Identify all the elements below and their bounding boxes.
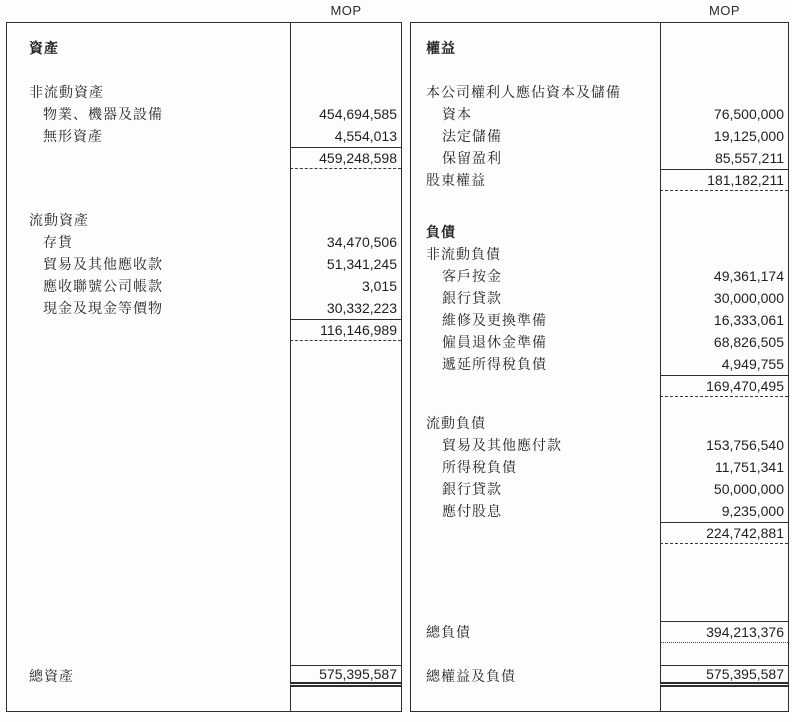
row-amount: 4,554,013 [290, 125, 401, 147]
row-label [411, 544, 660, 621]
assets-header-row [7, 37, 401, 59]
legal-reserve-row [411, 125, 788, 147]
row-label: 法定儲備 [442, 128, 502, 144]
currency-header-left: MOP [330, 3, 362, 18]
row-amount: 11,751,341 [660, 456, 788, 478]
row-amount: 169,470,495 [660, 375, 788, 397]
row-amount: 4,949,755 [660, 353, 788, 375]
row-label: 貿易及其他應付款 [442, 437, 562, 453]
assets-panel [6, 22, 402, 712]
row-amount: 116,146,989 [290, 319, 401, 341]
intangible-assets-row [7, 125, 401, 147]
row-amount: 224,742,881 [660, 522, 788, 544]
row-amount: 30,000,000 [660, 287, 788, 309]
row-amount [660, 243, 788, 265]
row-amount: 153,756,540 [660, 434, 788, 456]
trade-other-receivables-row [7, 253, 401, 275]
row-label [411, 522, 660, 544]
bank-loans-non-current-row [411, 287, 788, 309]
row-amount [660, 23, 788, 37]
row-label: 銀行貸款 [442, 481, 502, 497]
row-label [7, 59, 290, 81]
row-label: 應付股息 [442, 503, 502, 519]
row-amount [290, 37, 401, 59]
row-label [7, 169, 290, 209]
due-from-affiliated-companies-row [7, 275, 401, 297]
row-amount: 575,395,587 [290, 665, 401, 687]
spacer-row [411, 191, 788, 221]
row-amount [660, 544, 788, 621]
row-amount: 454,694,585 [290, 103, 401, 125]
row-amount: 19,125,000 [660, 125, 788, 147]
row-label [411, 59, 660, 81]
row-amount: 51,341,245 [290, 253, 401, 275]
row-amount [290, 209, 401, 231]
row-amount [660, 37, 788, 59]
total-equity-liabilities-row [411, 665, 788, 687]
row-amount [290, 687, 401, 711]
row-label: 總資產 [29, 668, 74, 684]
row-label: 存貨 [43, 234, 73, 250]
repair-replacement-provision-row [411, 309, 788, 331]
row-label: 物業、機器及設備 [43, 106, 163, 122]
capital-row [411, 103, 788, 125]
row-amount: 3,015 [290, 275, 401, 297]
row-amount [660, 81, 788, 103]
row-label: 總負債 [426, 624, 471, 640]
row-label [411, 191, 660, 221]
row-label [7, 341, 290, 665]
spacer-row [411, 59, 788, 81]
row-label: 無形資產 [43, 128, 103, 144]
equity-header-row [411, 37, 788, 59]
row-amount: 16,333,061 [660, 309, 788, 331]
row-label [411, 23, 660, 37]
bank-loans-current-row [411, 478, 788, 500]
row-amount: 34,470,506 [290, 231, 401, 253]
row-amount [660, 643, 788, 665]
row-label: 非流動資產 [29, 84, 104, 100]
deferred-income-tax-liabilities-row [411, 353, 788, 375]
currency-header-right: MOP [708, 3, 741, 18]
row-label [7, 687, 290, 711]
row-label: 權益 [426, 40, 456, 56]
dividends-payable-row [411, 500, 788, 522]
row-label: 總權益及負債 [426, 668, 516, 684]
liabilities-header-row [411, 221, 788, 243]
row-label: 銀行貸款 [442, 290, 502, 306]
spacer-row [411, 687, 788, 711]
row-label: 流動負債 [426, 415, 486, 431]
row-label: 股東權益 [426, 172, 486, 188]
non-current-liabilities-total-row [411, 375, 788, 397]
row-label: 所得稅負債 [442, 459, 517, 475]
trade-other-payables-row [411, 434, 788, 456]
equity-liabilities-panel [410, 22, 789, 712]
row-label: 資產 [29, 40, 59, 56]
row-label: 僱員退休金準備 [442, 334, 547, 350]
property-plant-equipment-row [7, 103, 401, 125]
row-label: 非流動負債 [426, 246, 501, 262]
row-label: 保留盈利 [442, 150, 502, 166]
row-amount [290, 81, 401, 103]
row-label: 負債 [426, 224, 456, 240]
row-label: 貿易及其他應收款 [43, 256, 163, 272]
total-assets-row [7, 665, 401, 687]
row-amount: 68,826,505 [660, 331, 788, 353]
spacer-row [411, 23, 788, 37]
row-amount [660, 221, 788, 243]
current-liabilities-header-row [411, 412, 788, 434]
spacer-row [411, 397, 788, 412]
shareholders-equity-total-row [411, 169, 788, 191]
non-current-assets-header-row [7, 81, 401, 103]
spacer-row [7, 341, 401, 665]
row-amount: 85,557,211 [660, 147, 788, 169]
row-label: 流動資產 [29, 212, 89, 228]
row-amount: 181,182,211 [660, 169, 788, 191]
retained-earnings-row [411, 147, 788, 169]
row-label: 應收聯號公司帳款 [43, 278, 163, 294]
spacer-row [7, 169, 401, 209]
current-assets-header-row [7, 209, 401, 231]
row-amount [290, 341, 401, 665]
row-label: 維修及更換準備 [442, 312, 547, 328]
current-liabilities-total-row [411, 522, 788, 544]
row-amount: 9,235,000 [660, 500, 788, 522]
row-amount: 575,395,587 [660, 665, 788, 687]
row-label: 資本 [442, 106, 472, 122]
row-label [411, 687, 660, 711]
row-amount [660, 191, 788, 221]
row-label [411, 643, 660, 665]
row-amount: 76,500,000 [660, 103, 788, 125]
row-amount [660, 412, 788, 434]
spacer-row [7, 23, 401, 37]
row-amount: 50,000,000 [660, 478, 788, 500]
row-amount [660, 59, 788, 81]
row-amount: 394,213,376 [660, 621, 788, 643]
row-label [411, 397, 660, 412]
row-label [7, 147, 290, 169]
inventories-row [7, 231, 401, 253]
spacer-row [411, 544, 788, 621]
row-label: 客戶按金 [442, 268, 502, 284]
row-label [411, 375, 660, 397]
cash-equivalents-row [7, 297, 401, 319]
spacer-row [411, 643, 788, 665]
income-tax-liabilities-row [411, 456, 788, 478]
row-label: 遞延所得稅負債 [442, 356, 547, 372]
current-assets-total-row [7, 319, 401, 341]
row-amount [290, 169, 401, 209]
capital-reserves-attributable-header-row [411, 81, 788, 103]
employee-pension-provision-row [411, 331, 788, 353]
row-amount [660, 687, 788, 711]
row-label [7, 319, 290, 341]
row-amount: 30,332,223 [290, 297, 401, 319]
row-label: 現金及現金等價物 [43, 300, 163, 316]
spacer-row [7, 59, 401, 81]
non-current-liabilities-header-row [411, 243, 788, 265]
total-liabilities-row [411, 621, 788, 643]
row-label: 本公司權利人應佔資本及儲備 [426, 84, 621, 100]
row-amount [290, 23, 401, 37]
row-amount [660, 397, 788, 412]
row-amount: 49,361,174 [660, 265, 788, 287]
customer-deposits-row [411, 265, 788, 287]
row-amount [290, 59, 401, 81]
non-current-assets-total-row [7, 147, 401, 169]
row-amount: 459,248,598 [290, 147, 401, 169]
row-label [7, 23, 290, 37]
spacer-row [7, 687, 401, 711]
